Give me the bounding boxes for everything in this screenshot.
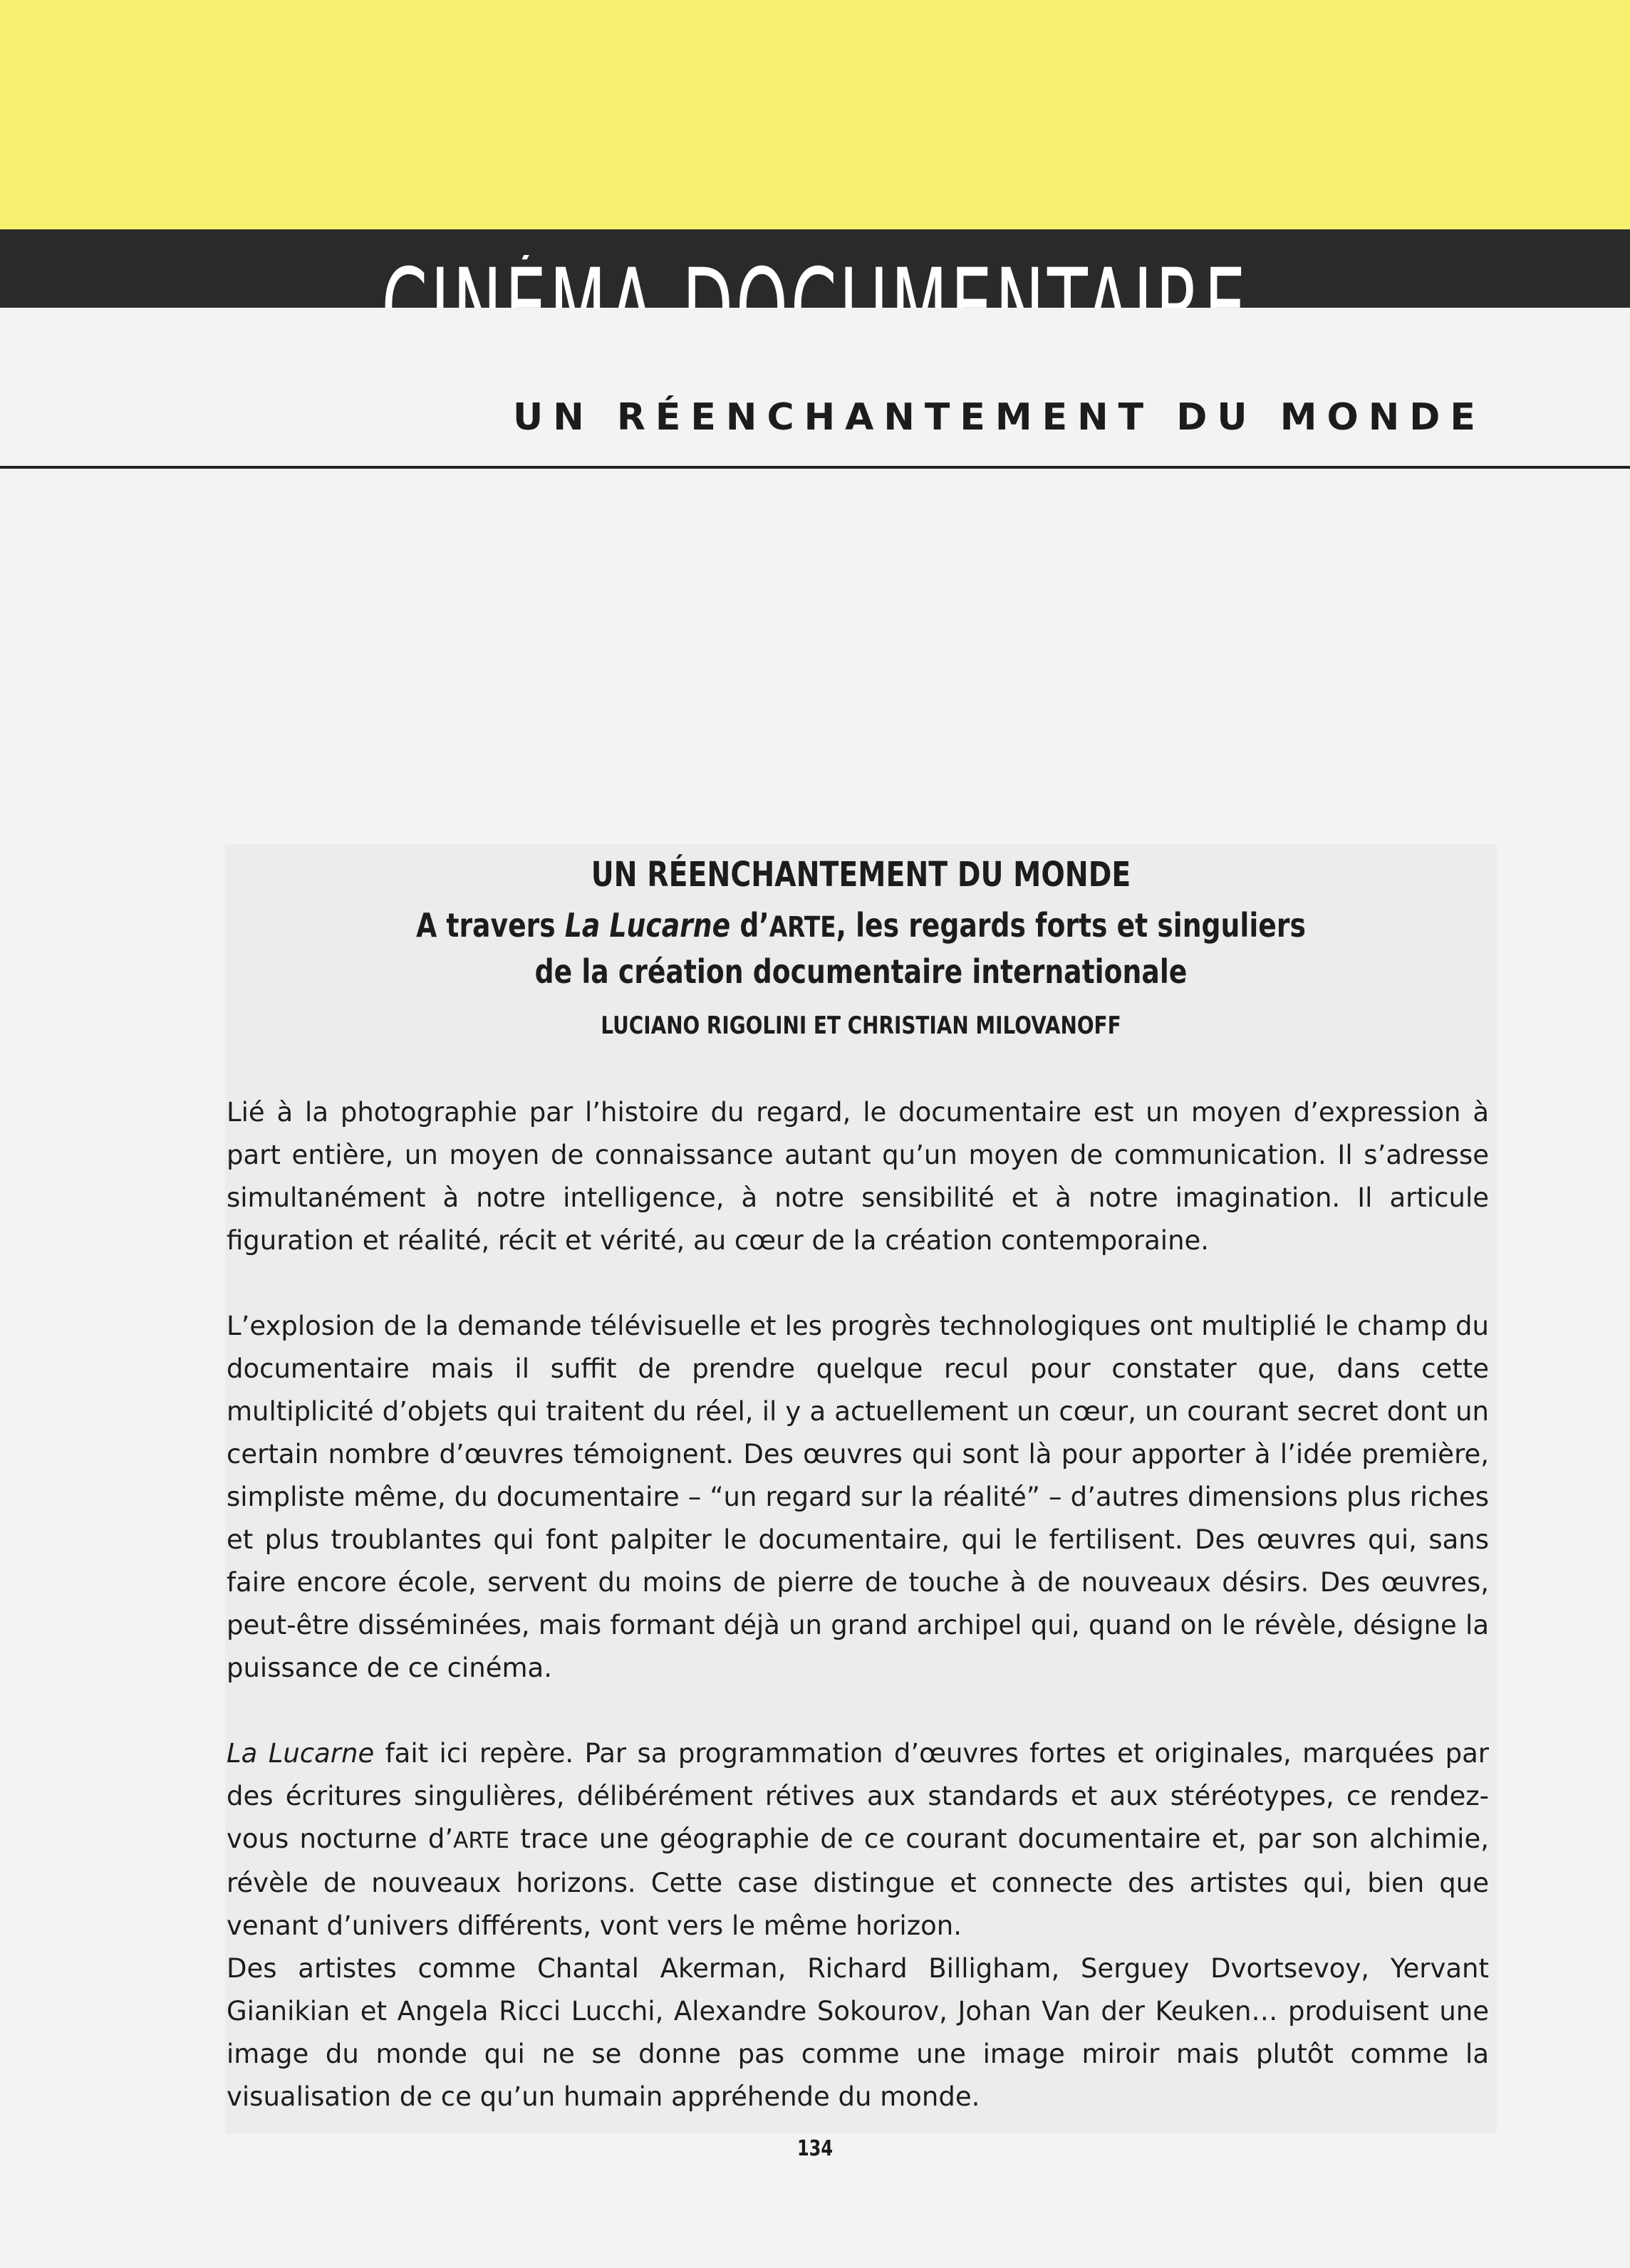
article-authors: LUCIANO RIGOLINI ET CHRISTIAN MILOVANOFF <box>601 1011 1121 1040</box>
deck-line-2: de la création documentaire internationale <box>534 952 1188 991</box>
title-backdrop <box>0 308 1630 466</box>
deck-smallcaps: ARTE <box>769 911 836 944</box>
divider-rule <box>0 466 1630 469</box>
header-band <box>0 0 1630 229</box>
article-title: UN RÉENCHANTEMENT DU MONDE <box>591 855 1131 895</box>
deck-text: A travers <box>416 906 565 945</box>
article-deck <box>340 903 1383 994</box>
paragraph-3-text: trace une géographie de ce courant documentaire et, par son alchimie, révèle de nouveaux horizons. Cette case distingue et connecte des artistes qui, bien que venant d’univers différents, vont vers le même horizon. <box>227 1824 1489 1941</box>
page-subtitle: UN RÉENCHANTEMENT DU MONDE <box>513 396 1485 439</box>
paragraph-3-smallcaps: ARTE <box>453 1828 510 1853</box>
page-number: 134 <box>796 2136 834 2161</box>
deck-line-1 <box>340 903 1383 950</box>
article-body <box>227 1091 1489 2118</box>
paragraph-2: L’explosion de la demande télévisuelle et les progrès technologiques ont multiplié le champ du documentaire mais il suffit de prendre quelque recul pour constater que, dans cette multiplicité d’objets qui traitent du réel, il y a actuellement un cœur, un courant secret dont un certain nombre d’œuvres témoignent. Des œuvres qui sont là pour apporter à l’idée première, simpliste même, du documentaire – “un regard sur la réalité” – d’autres dimensions plus riches et plus troublantes qui font palpiter le documentaire, qui le fertilisent. Des œuvres qui, sans faire encore école, servent du moins de pierre de touche à de nouveaux désirs. Des œuvres, peut-être disséminées, mais formant déjà un grand archipel qui, quand on le révèle, désigne la puissance de ce cinéma. <box>227 1311 1489 1683</box>
paragraph-3-text: fait ici repère. Par sa programmation d’œuvres fortes et originales, marquées par des écritures singulières, délibérément rétives aux standards et aux stéréotypes, ce rendez-vous nocturne d’ <box>227 1738 1489 1854</box>
paragraph-4: Des artistes comme Chantal Akerman, Richard Billigham, Serguey Dvortsevoy, Yervant Gianikian et Angela Ricci Lucchi, Alexandre Sokourov, Johan Van der Keuken… produisent une image du monde qui ne se donne pas comme une image miroir mais plutôt comme la visualisation de ce qu’un humain appréhende du monde. <box>227 1953 1489 2112</box>
deck-emphasis: La Lucarne <box>564 906 731 945</box>
deck-text: d’ <box>730 906 769 945</box>
paragraph-1: Lié à la photographie par l’histoire du regard, le documentaire est un moyen d’expression à part entière, un moyen de connaissance autant qu’un moyen de communication. Il s’adresse simultanément à notre intelligence, à notre sensibilité et à notre imagination. Il articule figuration et réalité, récit et vérité, au cœur de la création contemporaine. <box>227 1097 1489 1256</box>
paragraph-3-emphasis: La Lucarne <box>227 1738 375 1769</box>
paragraph-3 <box>227 1732 1489 1947</box>
deck-text: , les regards forts et singuliers <box>836 906 1306 945</box>
